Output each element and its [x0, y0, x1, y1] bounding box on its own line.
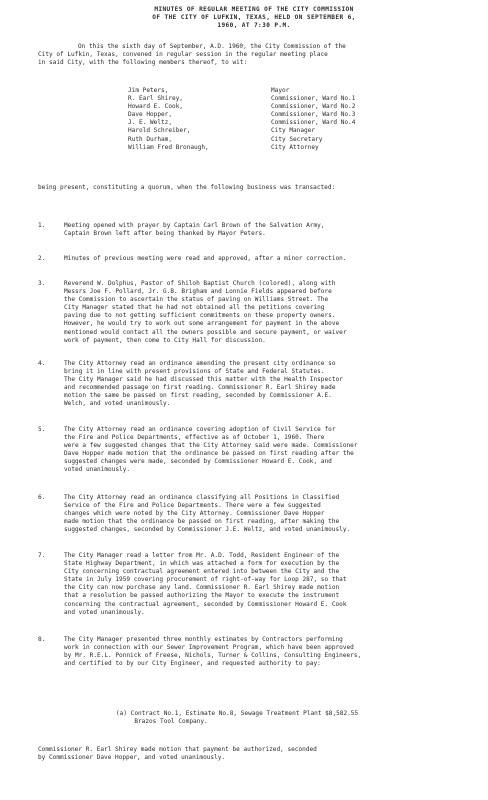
item-line: City concerning contractual agreement entered into between the City and the — [64, 568, 340, 576]
item-line: Captain Brown left after being thanked by Mayor Peters. — [64, 230, 266, 238]
item-text — [64, 255, 476, 263]
item-line: Dave Hopper made motion that the ordinance be passed on first reading after the — [64, 450, 354, 458]
intro-line-2: City of Lufkin, Texas, convened in regular session in the regular meeting place — [38, 51, 328, 59]
item-line: paving due to not getting sufficient commitments on these property owners. — [64, 312, 336, 320]
item-line: suggested changes were made, seconded by Commissioner Howard E. Cook, and — [64, 458, 332, 466]
roster-row — [128, 95, 458, 103]
item-line: bring it in line with present provisions of State and Federal Statutes. — [64, 368, 325, 376]
item-number: 8. — [38, 636, 46, 643]
item-line: work in connection with our Sewer Improvement Program, which have been approved — [64, 644, 354, 652]
roster-row — [128, 144, 458, 152]
member-title: Commissioner, Ward No.4 — [271, 119, 356, 127]
member-name: William Fred Bronaugh, — [128, 143, 209, 151]
item-line: State Highway Department, in which was attached a form for execution by the — [64, 560, 340, 568]
roster-row — [128, 111, 458, 119]
item-number: 3. — [38, 280, 46, 287]
item-text — [64, 552, 476, 617]
item-line: Welch, and voted unanimously. — [64, 400, 171, 408]
attendance-roster — [128, 87, 458, 152]
member-name: Howard E. Cook, — [128, 103, 184, 111]
agenda-item — [38, 360, 478, 409]
item-line: mentioned would contact all the owners possible and secure payment, or waiver — [64, 328, 347, 336]
closing-paragraph — [38, 746, 478, 762]
item-line: suggested changes, seconded by Commissioner J.E. Weltz, and voted unanimously. — [64, 526, 351, 534]
agenda-item — [38, 552, 478, 617]
item-line: State in July 1959 covering procurement of right-of-way for Loop 287, so that — [64, 576, 347, 584]
sub-item — [116, 710, 446, 726]
item-line: The City Attorney read an ordinance covering adoption of Civil Service for — [64, 426, 336, 433]
item-line: Meeting opened with prayer by Captain Carl Brown of the Salvation Army, — [64, 222, 325, 229]
roster-row — [128, 127, 458, 135]
member-title: Commissioner, Ward No.1 — [271, 95, 356, 103]
member-title: City Secretary — [271, 135, 323, 143]
item-number: 1. — [38, 222, 46, 229]
intro-line-3: in said City, with the following members thereof, to wit: — [38, 59, 248, 67]
item-number: 5. — [38, 426, 46, 433]
agenda-item — [38, 255, 478, 263]
item-line: The City Manager read a letter from Mr. A.D. Todd, Resident Engineer of the — [64, 552, 340, 559]
quorum-statement: being present, constituting a quorum, when the following business was transacted: — [38, 184, 336, 191]
sub-item-line-1: (a) Contract No.1, Estimate No.8, Sewage Treatment Plant $8,582.55 — [116, 710, 359, 717]
member-title: Commissioner, Ward No.2 — [271, 103, 356, 111]
member-name: Jim Peters, — [128, 87, 169, 94]
item-line: The City Manager presented three monthly estimates by Contractors performing — [64, 636, 343, 643]
item-line: by Mr. R.E.L. Ponnick of Freese, Nichols, Turner & Collins, Consulting Engineers, — [64, 652, 362, 660]
closing-line-2: by Commissioner Dave Hopper, and voted unanimously. — [38, 754, 226, 762]
item-line: the City can now purchase any land. Commissioner R. Earl Shirey made motion — [64, 584, 340, 592]
item-text — [64, 494, 476, 534]
item-text — [64, 636, 476, 668]
agenda-item — [38, 494, 478, 534]
title-line-2: OF THE CITY OF LUFKIN, TEXAS, HELD ON SEPTEMBER 6, — [152, 14, 356, 22]
item-line: work of payment, then come to City Hall for discussion. — [64, 336, 266, 344]
roster-row — [128, 87, 458, 95]
title-line-3: 1960, AT 7:30 P.M. — [217, 22, 291, 30]
item-line: voted unanimously. — [64, 466, 131, 474]
agenda-item — [38, 222, 478, 238]
item-line: The City Manager said he had discussed this matter with the Health Inspector — [64, 376, 343, 384]
item-line: and recommended passage on first reading. Commissioner R. Earl Shirey made — [64, 384, 336, 392]
roster-row — [128, 103, 458, 111]
item-text — [64, 222, 476, 238]
title-line-1: MINUTES OF REGULAR MEETING OF THE CITY COMMISSION — [154, 6, 354, 13]
member-title: Commissioner, Ward No.3 — [271, 111, 356, 119]
item-line: and voted unanimously. — [64, 608, 145, 616]
item-line: City Manager stated that he had not obtained all the petitions covering — [64, 304, 325, 312]
roster-row — [128, 119, 458, 127]
intro-paragraph — [38, 43, 468, 67]
item-line: Reverend W. Dolphus, Pastor of Shiloh Baptist Church (colored), along with — [64, 280, 336, 287]
member-name: Ruth Durham, — [128, 135, 173, 143]
intro-line-1: On this the sixth day of September, A.D. 1960, the City Commission of the — [78, 43, 346, 50]
item-line: The City Attorney read an ordinance classifying all Positions in Classified — [64, 494, 340, 501]
member-title: Mayor — [271, 87, 290, 94]
item-line: made motion that the ordinance be passed on first reading, after making the — [64, 518, 340, 526]
item-line: the Commission to ascertain the status of paving on Williams Street. The — [64, 296, 329, 304]
member-name: Harold Schreiber, — [128, 127, 191, 135]
item-line: However, he would try to work out some arrangement for payment in the above — [64, 320, 340, 328]
item-text — [64, 360, 476, 409]
agenda-item — [38, 636, 478, 668]
agenda-item — [38, 426, 478, 475]
agenda-item — [38, 280, 478, 345]
item-line: that a resolution be passed authorizing the Mayor to execute the instrument — [64, 592, 340, 600]
item-text — [64, 426, 476, 475]
member-title: City Attorney — [271, 143, 319, 151]
item-line: and certified to by our City Engineer, and requested authority to pay: — [64, 660, 321, 668]
item-number: 2. — [38, 255, 46, 262]
member-name: J. E. Weltz, — [128, 119, 173, 127]
item-line: were a few suggested changes that the City Attorney said were made. Commissioner — [64, 442, 358, 450]
item-line: The City Attorney read an ordinance amending the present city ordinance so — [64, 360, 336, 367]
item-line: concerning the contractual agreement, seconded by Commissioner Howard E. Cook — [64, 600, 347, 608]
item-number: 7. — [38, 552, 46, 559]
member-title: City Manager — [271, 127, 316, 135]
item-text — [64, 280, 476, 345]
item-line: changes which were noted by the City Attorney. Commissioner Dave Hopper — [64, 510, 325, 518]
item-number: 6. — [38, 494, 46, 501]
item-number: 4. — [38, 360, 46, 367]
item-line: Messrs Joe F. Pollard, Jr. G.B. Brigham and Lonnie Fields appeared before — [64, 288, 332, 296]
closing-line-1: Commissioner R. Earl Shirey made motion that payment be authorized, seconded — [38, 746, 317, 753]
roster-row — [128, 136, 458, 144]
sub-item-line-2: Brazos Tool Company. — [116, 718, 208, 726]
item-line: Minutes of previous meeting were read and approved, after a minor correction. — [64, 255, 347, 262]
member-name: R. Earl Shirey, — [128, 95, 184, 103]
item-line: the Fire and Police Departments, effective as of October 1, 1960. There — [64, 434, 325, 442]
document-title — [74, 6, 434, 30]
item-line: motion the same be passed on first reading, seconded by Commissioner A.E. — [64, 392, 332, 400]
member-name: Dave Hopper, — [128, 111, 173, 119]
item-line: Service of the Fire and Police Departments. There were a few suggested — [64, 502, 321, 510]
